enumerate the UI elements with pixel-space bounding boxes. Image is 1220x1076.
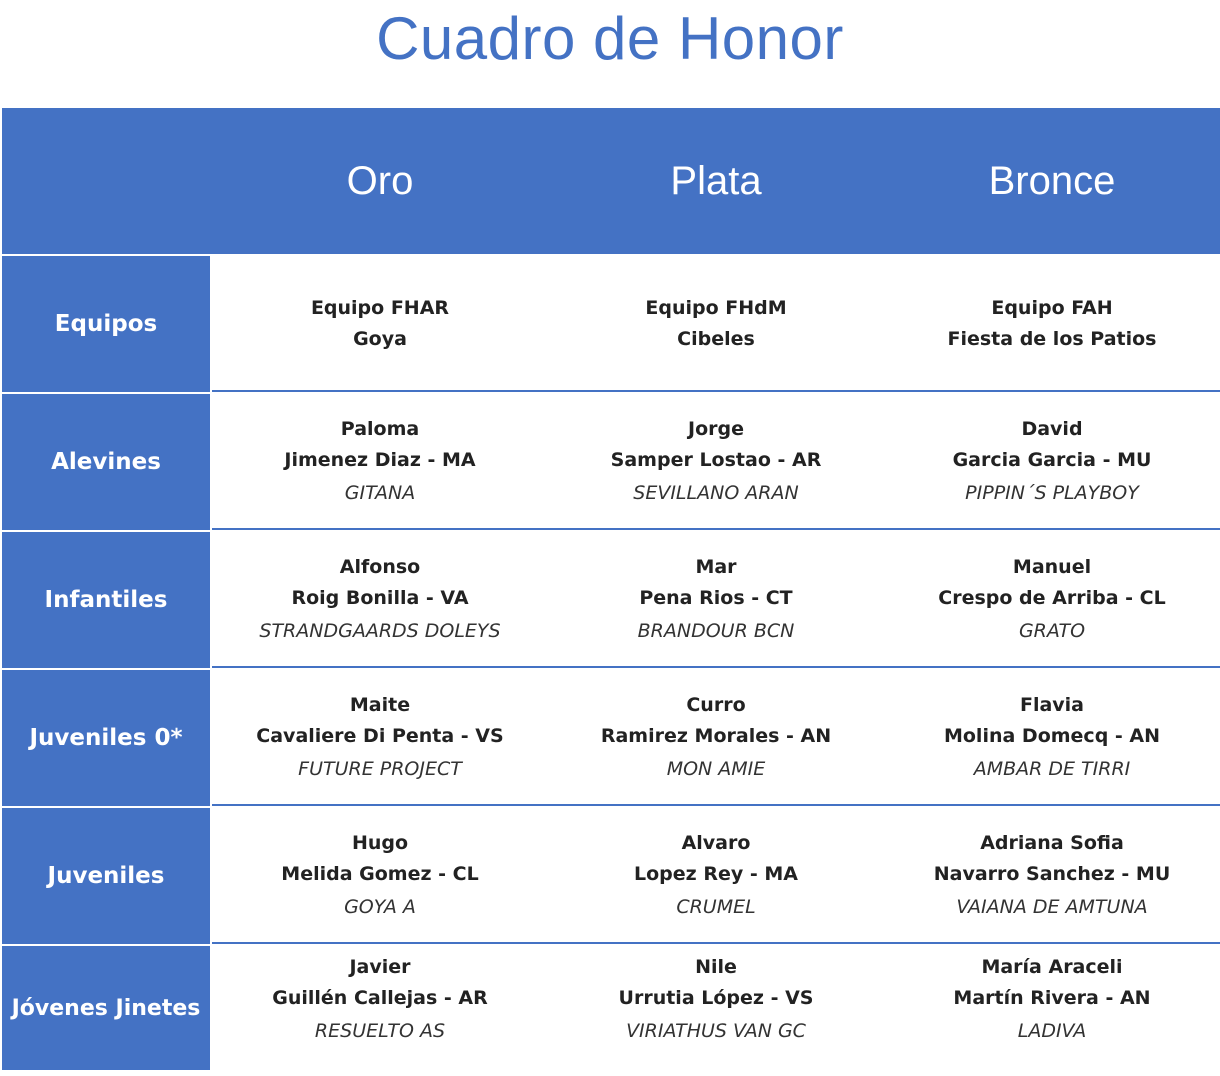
- rider-first-name: Flavia: [1019, 694, 1085, 716]
- horse-name: VAIANA DE AMTUNA: [956, 896, 1148, 918]
- cell-alevines-bronce: [884, 394, 1220, 530]
- rider-surname: Crespo de Arriba - CL: [938, 587, 1166, 609]
- rider-surname: Lopez Rey - MA: [634, 863, 798, 885]
- cell-equipos-plata: [548, 256, 884, 392]
- team-name: Equipo FAH: [991, 297, 1113, 319]
- horse-name: PIPPIN´S PLAYBOY: [965, 482, 1139, 504]
- rider-surname: Pena Rios - CT: [639, 587, 793, 609]
- horse-name: GOYA A: [344, 896, 416, 918]
- team-horse: Goya: [353, 328, 407, 350]
- rider-surname: Martín Rivera - AN: [953, 987, 1151, 1009]
- rider-first-name: Nile: [695, 956, 737, 978]
- row-divider: [212, 528, 1220, 530]
- cell-infantiles-bronce: [884, 532, 1220, 668]
- rider-first-name: Maite: [349, 694, 411, 716]
- row-label-jovenes-jinetes: Jóvenes Jinetes: [2, 946, 210, 1070]
- table-row: [2, 394, 1220, 530]
- rider-first-name: Javier: [349, 956, 411, 978]
- rider-surname: Urrutia López - VS: [618, 987, 814, 1009]
- horse-name: GITANA: [344, 482, 416, 504]
- row-label-equipos: Equipos: [2, 256, 210, 392]
- cell-juveniles-bronce: [884, 808, 1220, 944]
- cell-juveniles-oro: [212, 808, 548, 944]
- rider-first-name: Adriana Sofia: [980, 832, 1124, 854]
- cell-infantiles-oro: [212, 532, 548, 668]
- cell-alevines-plata: [548, 394, 884, 530]
- row-divider: [212, 390, 1220, 392]
- team-horse: Fiesta de los Patios: [947, 328, 1157, 350]
- horse-name: LADIVA: [1017, 1020, 1087, 1042]
- team-name: Equipo FHdM: [645, 297, 787, 319]
- horse-name: MON AMIE: [666, 758, 766, 780]
- rider-surname: Samper Lostao - AR: [610, 449, 822, 471]
- rider-surname: Jimenez Diaz - MA: [284, 449, 476, 471]
- table-row: [2, 946, 1220, 1070]
- cell-alevines-oro: [212, 394, 548, 530]
- cell-juveniles-0-bronce: [884, 670, 1220, 806]
- horse-name: BRANDOUR BCN: [637, 620, 795, 642]
- cell-jovenes-jinetes-bronce: [884, 946, 1220, 1076]
- team-name: Equipo FHAR: [310, 297, 450, 319]
- rider-first-name: Curro: [686, 694, 746, 716]
- table-row: [2, 808, 1220, 944]
- row-label-juveniles-0: Juveniles 0*: [2, 670, 210, 806]
- team-horse: Cibeles: [677, 328, 755, 350]
- cell-infantiles-plata: [548, 532, 884, 668]
- table-row: [2, 532, 1220, 668]
- rider-surname: Roig Bonilla - VA: [291, 587, 469, 609]
- cell-jovenes-jinetes-oro: [212, 946, 548, 1076]
- rider-first-name: Manuel: [1012, 556, 1092, 578]
- column-header-oro: Oro: [346, 158, 414, 203]
- table-row: [2, 256, 1220, 392]
- cell-equipos-bronce: [884, 256, 1220, 392]
- row-divider: [212, 666, 1220, 668]
- rider-surname: Cavaliere Di Penta - VS: [256, 725, 504, 747]
- rider-surname: Molina Domecq - AN: [943, 725, 1161, 747]
- rider-surname: Navarro Sanchez - MU: [933, 863, 1171, 885]
- horse-name: GRATO: [1018, 620, 1086, 642]
- page-title: Cuadro de Honor: [376, 5, 844, 72]
- row-label-alevines: Alevines: [2, 394, 210, 530]
- column-header-plata: Plata: [670, 158, 762, 203]
- cell-juveniles-0-plata: [548, 670, 884, 806]
- rider-first-name: Alfonso: [339, 556, 421, 578]
- row-label-juveniles: Juveniles: [2, 808, 210, 944]
- row-divider: [212, 942, 1220, 944]
- table-header: [2, 108, 1220, 254]
- rider-surname: Ramirez Morales - AN: [600, 725, 832, 747]
- horse-name: STRANDGAARDS DOLEYS: [259, 620, 501, 642]
- cell-juveniles-0-oro: [212, 670, 548, 806]
- horse-name: FUTURE PROJECT: [298, 758, 462, 780]
- column-header-bronce: Bronce: [988, 158, 1116, 203]
- table-row: [2, 670, 1220, 806]
- rider-first-name: María Araceli: [981, 956, 1123, 978]
- rider-first-name: David: [1021, 418, 1083, 440]
- row-label-infantiles: Infantiles: [2, 532, 210, 668]
- rider-surname: Melida Gomez - CL: [281, 863, 479, 885]
- horse-name: AMBAR DE TIRRI: [973, 758, 1131, 780]
- rider-first-name: Hugo: [351, 832, 409, 854]
- rider-first-name: Alvaro: [681, 832, 751, 854]
- rider-surname: Garcia Garcia - MU: [952, 449, 1152, 471]
- cell-equipos-oro: [212, 256, 548, 392]
- horse-name: RESUELTO AS: [314, 1020, 446, 1042]
- rider-first-name: Jorge: [688, 418, 744, 440]
- row-divider: [212, 804, 1220, 806]
- cell-juveniles-plata: [548, 808, 884, 944]
- horse-name: SEVILLANO ARAN: [633, 482, 799, 504]
- horse-name: CRUMEL: [676, 896, 756, 918]
- rider-surname: Guillén Callejas - AR: [272, 987, 488, 1009]
- rider-first-name: Paloma: [340, 418, 420, 440]
- horse-name: VIRIATHUS VAN GC: [626, 1020, 806, 1042]
- rider-first-name: Mar: [695, 556, 737, 578]
- cell-jovenes-jinetes-plata: [548, 946, 884, 1076]
